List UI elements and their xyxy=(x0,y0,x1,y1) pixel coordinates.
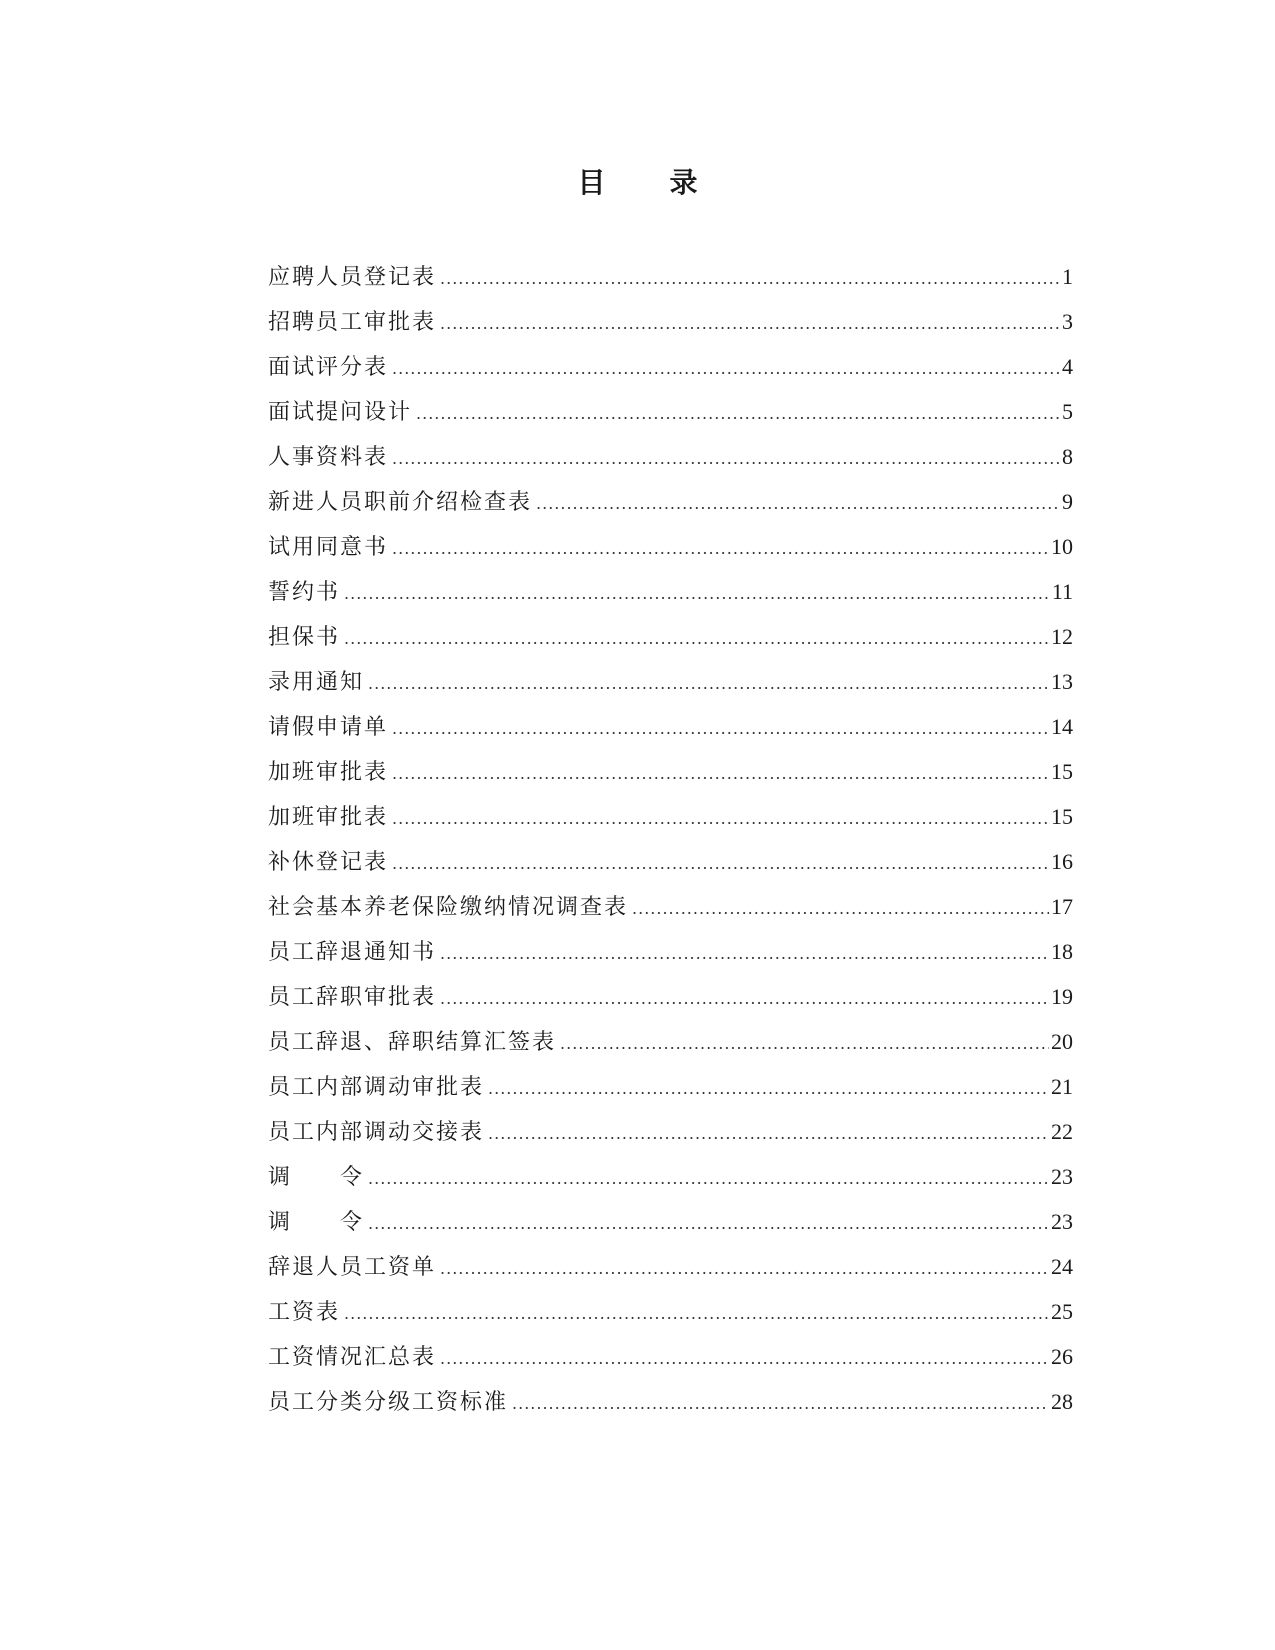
toc-page-number: 28 xyxy=(1051,1389,1073,1414)
toc-entry[interactable] xyxy=(268,749,1073,794)
toc-entry[interactable] xyxy=(268,1244,1073,1289)
toc-entry-label: 加班审批表 xyxy=(268,805,389,830)
toc-entry[interactable] xyxy=(268,1379,1073,1424)
toc-entry[interactable] xyxy=(268,794,1073,839)
toc-leader-dots xyxy=(440,931,1049,976)
toc-entry-label: 辞退人员工资单 xyxy=(268,1255,437,1280)
toc-leader-dots xyxy=(632,886,1049,931)
toc-leader-dots xyxy=(344,1291,1049,1336)
toc-leader-dots xyxy=(392,841,1049,886)
toc-leader-dots xyxy=(392,751,1049,796)
toc-leader-dots xyxy=(368,1201,1049,1246)
toc-page-number: 24 xyxy=(1051,1254,1073,1279)
toc-entry-label: 员工辞退、辞职结算汇签表 xyxy=(268,1030,557,1055)
toc-leader-dots xyxy=(488,1066,1049,1111)
toc-entry-label: 试用同意书 xyxy=(268,535,389,560)
toc-entry-label: 招聘员工审批表 xyxy=(268,310,437,335)
toc-page-number: 12 xyxy=(1051,624,1073,649)
toc-leader-dots xyxy=(392,346,1060,391)
toc-entry[interactable] xyxy=(268,839,1073,884)
toc-entry[interactable] xyxy=(268,929,1073,974)
toc-page-number: 1 xyxy=(1062,264,1073,289)
toc-leader-dots xyxy=(536,481,1060,526)
toc-entry-label: 调 令 xyxy=(268,1165,365,1190)
toc-page-number: 20 xyxy=(1051,1029,1073,1054)
toc-entry[interactable] xyxy=(268,479,1073,524)
toc-entry-label: 工资情况汇总表 xyxy=(268,1345,437,1370)
toc-entry[interactable] xyxy=(268,524,1073,569)
toc-entry[interactable] xyxy=(268,884,1073,929)
toc-page-number: 4 xyxy=(1062,354,1073,379)
page-title xyxy=(0,161,1275,201)
toc-entry[interactable] xyxy=(268,1109,1073,1154)
toc-entry-label: 新进人员职前介绍检查表 xyxy=(268,490,533,515)
toc-leader-dots xyxy=(512,1381,1049,1426)
toc-leader-dots xyxy=(440,256,1060,301)
toc-page-number: 8 xyxy=(1062,444,1073,469)
toc-leader-dots xyxy=(392,706,1049,751)
toc-entry-label: 补休登记表 xyxy=(268,850,389,875)
toc-page-number: 14 xyxy=(1051,714,1073,739)
title-char: 录 xyxy=(669,165,698,199)
toc-entry-label: 员工内部调动交接表 xyxy=(268,1120,485,1145)
toc-leader-dots xyxy=(392,796,1049,841)
toc-leader-dots xyxy=(440,1246,1049,1291)
toc-entry-label: 员工辞职审批表 xyxy=(268,985,437,1010)
toc-entry[interactable] xyxy=(268,389,1073,434)
toc-entry[interactable] xyxy=(268,1064,1073,1109)
toc-leader-dots xyxy=(368,1156,1049,1201)
toc-leader-dots xyxy=(344,571,1050,616)
toc-page-number: 9 xyxy=(1062,489,1073,514)
toc-entry-label: 人事资料表 xyxy=(268,445,389,470)
toc-entry-label: 请假申请单 xyxy=(268,715,389,740)
toc-entry[interactable] xyxy=(268,704,1073,749)
toc-page-number: 19 xyxy=(1051,984,1073,1009)
toc-entry[interactable] xyxy=(268,1199,1073,1244)
toc-leader-dots xyxy=(392,526,1049,571)
toc-entry[interactable] xyxy=(268,1334,1073,1379)
toc-leader-dots xyxy=(392,436,1060,481)
toc-page-number: 25 xyxy=(1051,1299,1073,1324)
toc-leader-dots xyxy=(560,1021,1049,1066)
toc-entry-label: 社会基本养老保险缴纳情况调查表 xyxy=(268,895,629,920)
toc-entry-label: 员工分类分级工资标准 xyxy=(268,1390,509,1415)
toc-entry[interactable] xyxy=(268,344,1073,389)
toc-entry-label: 面试提问设计 xyxy=(268,400,413,425)
toc-page-number: 23 xyxy=(1051,1209,1073,1234)
toc-leader-dots xyxy=(368,661,1049,706)
toc-leader-dots xyxy=(440,976,1049,1021)
toc-entry-label: 担保书 xyxy=(268,625,341,650)
toc-page-number: 3 xyxy=(1062,309,1073,334)
toc-page-number: 26 xyxy=(1051,1344,1073,1369)
toc-entry[interactable] xyxy=(268,974,1073,1019)
toc-page-number: 21 xyxy=(1051,1074,1073,1099)
toc-page-number: 13 xyxy=(1051,669,1073,694)
toc-entry-label: 工资表 xyxy=(268,1300,341,1325)
toc-leader-dots xyxy=(344,616,1049,661)
toc-page-number: 5 xyxy=(1062,399,1073,424)
toc-entry[interactable] xyxy=(268,1289,1073,1334)
toc-entry-label: 面试评分表 xyxy=(268,355,389,380)
toc-entry[interactable] xyxy=(268,614,1073,659)
toc-page-number: 22 xyxy=(1051,1119,1073,1144)
toc-leader-dots xyxy=(440,1336,1049,1381)
toc-page-number: 18 xyxy=(1051,939,1073,964)
toc-page-number: 15 xyxy=(1051,759,1073,784)
toc-entry[interactable] xyxy=(268,1019,1073,1064)
toc-leader-dots xyxy=(440,301,1060,346)
toc-entry-label: 加班审批表 xyxy=(268,760,389,785)
toc-entry[interactable] xyxy=(268,1154,1073,1199)
toc-entry[interactable] xyxy=(268,659,1073,704)
toc-entry-label: 誓约书 xyxy=(268,580,341,605)
toc-page-number: 11 xyxy=(1051,579,1073,604)
toc-entry[interactable] xyxy=(268,569,1073,614)
title-char: 目 xyxy=(577,165,606,199)
toc-entry[interactable] xyxy=(268,434,1073,479)
toc-entry-label: 员工内部调动审批表 xyxy=(268,1075,485,1100)
toc-entry-label: 应聘人员登记表 xyxy=(268,265,437,290)
toc-entry[interactable] xyxy=(268,299,1073,344)
toc-leader-dots xyxy=(416,391,1060,436)
toc-page-number: 17 xyxy=(1051,894,1073,919)
toc-entry-label: 调 令 xyxy=(268,1210,365,1235)
toc-page-number: 10 xyxy=(1051,534,1073,559)
toc-entry-label: 员工辞退通知书 xyxy=(268,940,437,965)
toc-page-number: 15 xyxy=(1051,804,1073,829)
toc-entry-label: 录用通知 xyxy=(268,670,365,695)
table-of-contents xyxy=(268,254,1073,1424)
toc-page-number: 23 xyxy=(1051,1164,1073,1189)
toc-entry[interactable] xyxy=(268,254,1073,299)
toc-page-number: 16 xyxy=(1051,849,1073,874)
toc-leader-dots xyxy=(488,1111,1049,1156)
